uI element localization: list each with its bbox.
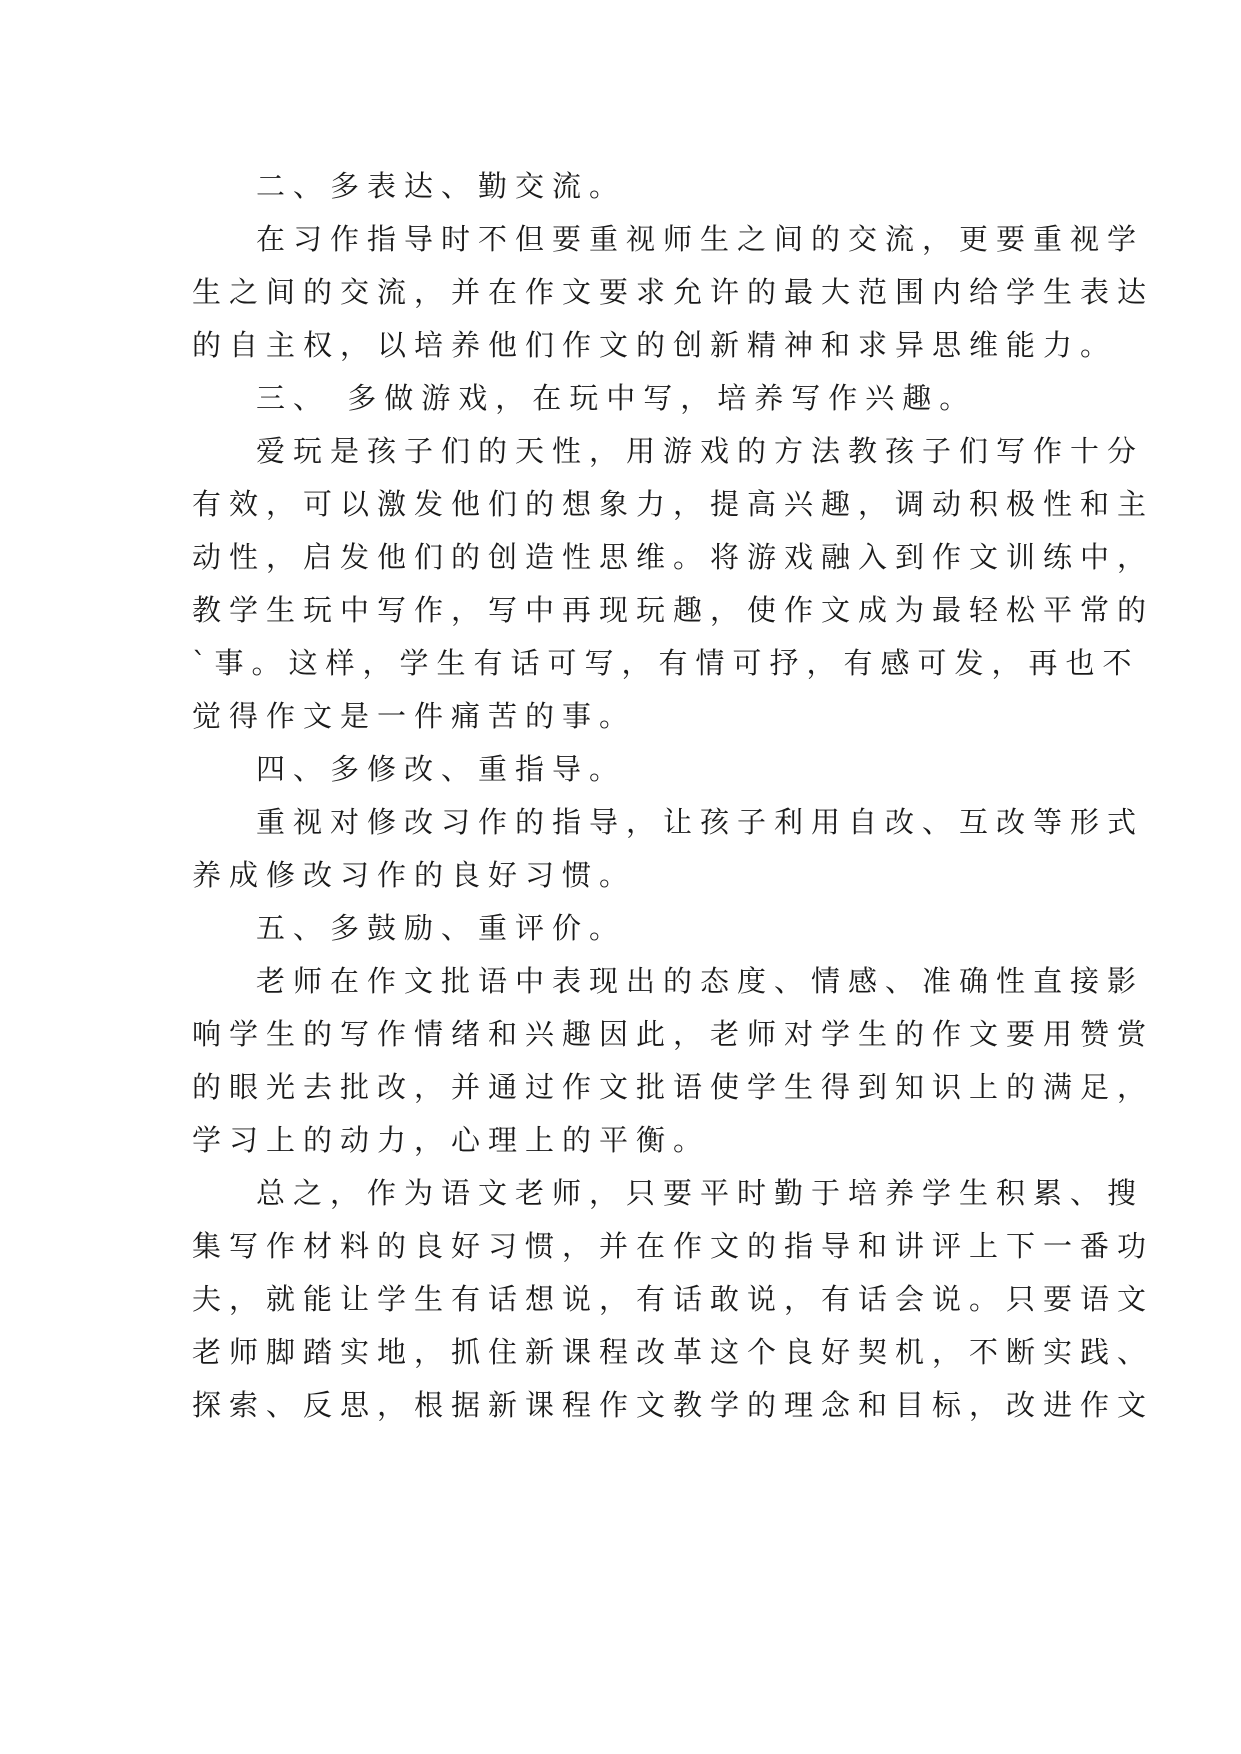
paragraph-line: 老师脚踏实地，抓住新课程改革这个良好契机，不断实践、 <box>192 1335 1155 1369</box>
paragraph-line: 总之，作为语文老师，只要平时勤于培养学生积累、搜 <box>256 1176 1145 1210</box>
paragraph-line: 重视对修改习作的指导，让孩子利用自改、互改等形式 <box>256 805 1145 839</box>
paragraph-line: 爱玩是孩子们的天性，用游戏的方法教孩子们写作十分 <box>256 434 1145 468</box>
paragraph-line: 探索、反思，根据新课程作文教学的理念和目标，改进作文 <box>192 1388 1155 1422</box>
document-body <box>192 160 1155 1432</box>
paragraph-line: 生之间的交流，并在作文要求允许的最大范围内给学生表达 <box>192 275 1155 309</box>
paragraph-line: 夫，就能让学生有话想说，有话敢说，有话会说。只要语文 <box>192 1282 1155 1316</box>
paragraph-line: 在习作指导时不但要重视师生之间的交流，更要重视学 <box>256 222 1145 256</box>
paragraph-line: 觉得作文是一件痛苦的事。 <box>192 699 637 733</box>
paragraph-line: 集写作材料的良好习惯，并在作文的指导和讲评上下一番功 <box>192 1229 1155 1263</box>
paragraph-line: 动性，启发他们的创造性思维。将游戏融入到作文训练中， <box>192 540 1155 574</box>
paragraph-line: 的自主权，以培养他们作文的创新精神和求异思维能力。 <box>192 328 1118 362</box>
section-heading-4: 四、多修改、重指导。 <box>256 752 627 786</box>
paragraph-line: 养成修改习作的良好习惯。 <box>192 858 637 892</box>
section-heading-5: 五、多鼓励、重评价。 <box>256 911 627 945</box>
paragraph-line: 教学生玩中写作，写中再现玩趣，使作文成为最轻松平常的 <box>192 593 1155 627</box>
paragraph-line: 的眼光去批改，并通过作文批语使学生得到知识上的满足， <box>192 1070 1155 1104</box>
paragraph-line: 响学生的写作情绪和兴趣因此，老师对学生的作文要用赞赏 <box>192 1017 1155 1051</box>
paragraph-line: 学习上的动力，心理上的平衡。 <box>192 1123 711 1157</box>
paragraph-line: 老师在作文批语中表现出的态度、情感、准确性直接影 <box>256 964 1145 998</box>
section-heading-3: 三、 多做游戏，在玩中写，培养写作兴趣。 <box>256 381 977 415</box>
paragraph-line: 有效，可以激发他们的想象力，提高兴趣，调动积极性和主 <box>192 487 1155 521</box>
section-heading-2: 二、多表达、勤交流。 <box>256 169 627 203</box>
paragraph-line: `事。这样，学生有话可写，有情可抒，有感可发，再也不 <box>192 646 1140 680</box>
